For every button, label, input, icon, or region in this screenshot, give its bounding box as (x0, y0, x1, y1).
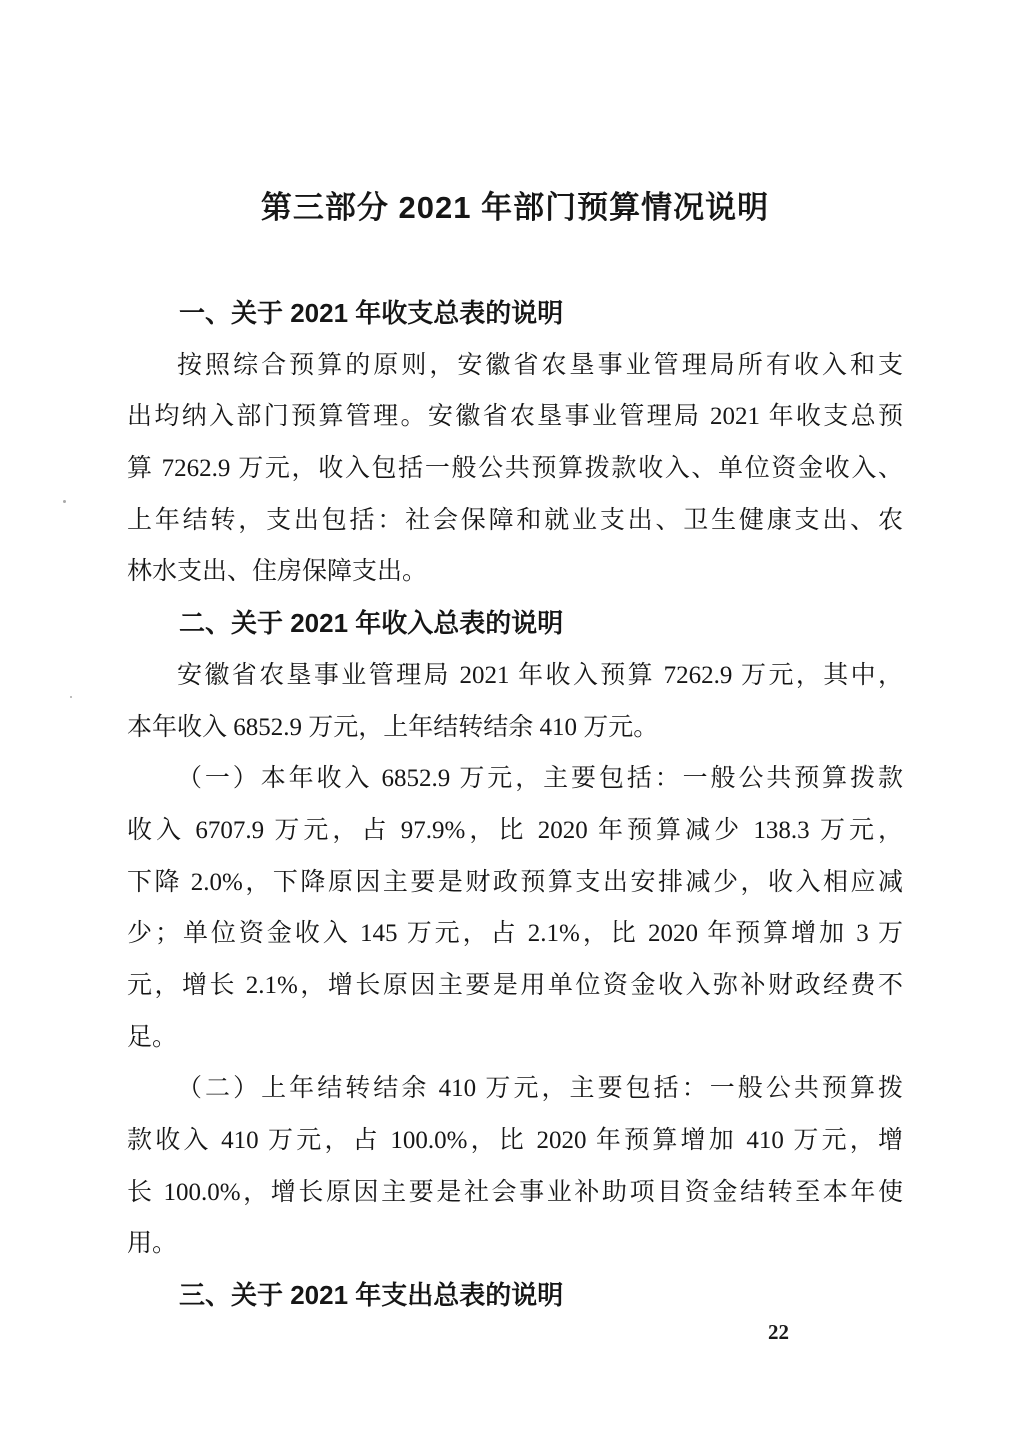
paragraph-line: 少；单位资金收入 145 万元，占 2.1%，比 2020 年预算增加 3 万 (127, 920, 903, 948)
paragraph-line: 下降 2.0%，下降原因主要是财政预算支出安排减少，收入相应减 (127, 868, 903, 896)
document-content (127, 186, 903, 1322)
paragraph-line: 上年结转，支出包括：社会保障和就业支出、卫生健康支出、农 (127, 506, 903, 534)
paragraph-line: 元，增长 2.1%，增长原因主要是用单位资金收入弥补财政经费不 (127, 971, 903, 999)
page-number: 22 (768, 1320, 789, 1344)
paragraph-line: 款收入 410 万元，占 100.0%，比 2020 年预算增加 410 万元，增 (127, 1127, 903, 1154)
paragraph-line: （一）本年收入 6852.9 万元，主要包括：一般公共预算拨款 (177, 765, 903, 793)
scan-artifact-dot (70, 696, 72, 698)
section-heading: 二、关于 2021 年收入总表的说明 (179, 608, 564, 639)
document-title: 第三部分 2021 年部门预算情况说明 (260, 190, 770, 225)
document-body (127, 288, 903, 1322)
paragraph-line: 出均纳入部门预算管理。安徽省农垦事业管理局 2021 年收支总预 (127, 403, 903, 431)
paragraph-line: 用。 (127, 1230, 178, 1258)
section-heading: 三、关于 2021 年支出总表的说明 (179, 1280, 564, 1311)
section-heading: 一、关于 2021 年收支总表的说明 (179, 298, 564, 328)
paragraph-line: 足。 (127, 1023, 178, 1051)
paragraph-line: 收入 6707.9 万元，占 97.9%，比 2020 年预算减少 138.3 万元， (127, 816, 903, 844)
scan-artifact-dot (63, 500, 66, 503)
paragraph-line: 算 7262.9 万元，收入包括一般公共预算拨款收入、单位资金收入、 (127, 455, 903, 483)
paragraph-line: 长 100.0%，增长原因主要是社会事业补助项目资金结转至本年使 (127, 1178, 903, 1206)
paragraph-line: （二）上年结转结余 410 万元，主要包括：一般公共预算拨 (177, 1075, 903, 1103)
paragraph-line: 按照综合预算的原则，安徽省农垦事业管理局所有收入和支 (177, 351, 903, 379)
paragraph-line: 本年收入 6852.9 万元，上年结转结余 410 万元。 (127, 713, 659, 741)
paragraph-line: 安徽省农垦事业管理局 2021 年收入预算 7262.9 万元，其中， (177, 661, 903, 689)
paragraph-line: 林水支出、住房保障支出。 (127, 558, 428, 586)
